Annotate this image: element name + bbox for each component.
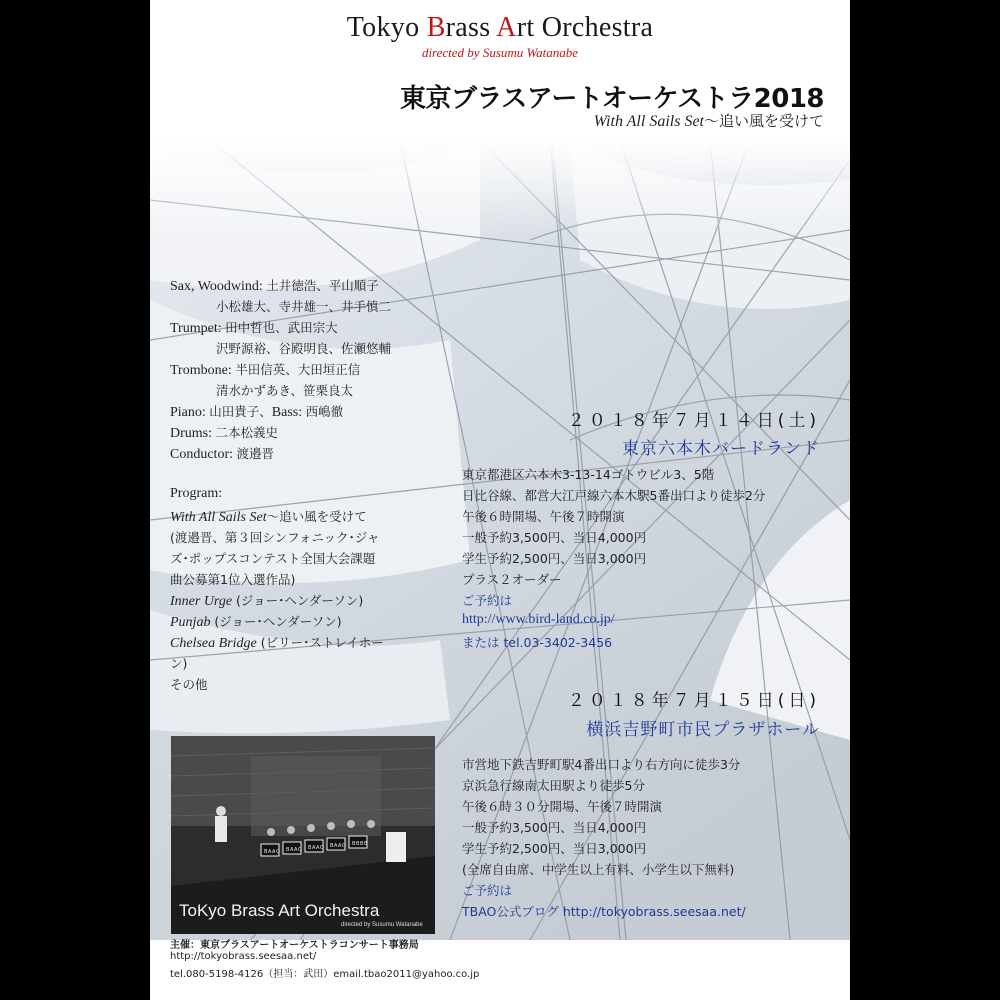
footer-url[interactable]: http://tokyobrass.seesaa.net/ (170, 951, 317, 962)
program-item: ズ･ポップスコンテスト全国大会課題 (170, 551, 376, 566)
stand-label: B (360, 841, 364, 847)
stand-label: B (308, 845, 312, 851)
member-line: Drums: 二本松義史 (170, 425, 279, 441)
stand-label: O (276, 849, 280, 855)
orchestra-name-initial-b: B (426, 12, 446, 43)
member-line: Trumpet: 田中哲也、武田宗大 (170, 320, 338, 336)
concert-date: ２０１８年７月１５日(日) (567, 691, 820, 711)
band-performance-photo (171, 736, 435, 934)
stand-label: A (334, 843, 338, 849)
stand-label: A (312, 845, 316, 851)
info-line: プラス２オーダー (462, 572, 562, 587)
stand-label: O (342, 843, 346, 849)
subtitle-english: With All Sails Set (593, 113, 704, 130)
stand-label: O (320, 845, 324, 851)
stand-label: B (352, 841, 356, 847)
member-line: 沢野源裕、谷殿明良、佐瀬悠輔 (216, 341, 392, 356)
stand-label: O (298, 847, 302, 853)
stand-label: B (286, 847, 290, 853)
member-line: Trombone: 半田信英、大田垣正信 (170, 362, 361, 378)
concert-venue: 横浜吉野町市民プラザホール (586, 720, 820, 740)
info-line: 日比谷線、都営大江戸線六本木駅5番出口より徒歩2分 (462, 488, 766, 503)
reserve-heading: ご予約は (462, 593, 513, 608)
concert-date: ２０１８年７月１４日(土) (567, 411, 820, 431)
concert-venue: 東京六本木バードランド (622, 439, 820, 459)
orchestra-name-part: Tokyo (346, 12, 427, 43)
photo-caption: ToKyo Brass Art Orchestra (179, 901, 380, 920)
stand-label: A (272, 849, 276, 855)
reservation-link[interactable]: http://www.bird-land.co.jp/ (462, 612, 615, 627)
info-line: 一般予約3,500円、当日4,000円 (462, 530, 647, 545)
info-line: 市営地下鉄吉野町駅4番出口より右方向に徒歩3分 (462, 757, 741, 772)
reservation-phone: または tel.03-3402-3456 (462, 635, 613, 650)
program-heading: Program: (170, 486, 223, 501)
member-line: 清水かずあき、笹栗良太 (216, 383, 354, 398)
stand-label: A (316, 845, 320, 851)
organizer: 主催：東京ブラスアートオーケストラコンサート事務局 (170, 940, 419, 951)
stand-label: A (294, 847, 298, 853)
concert-subtitle (594, 110, 824, 131)
program-item: (渡邉晋、第３回シンフォニック･ジャ (170, 530, 380, 545)
program-item: With All Sails Set～追い風を受けて (170, 509, 367, 525)
program-item: 曲公募第1位入選作品) (170, 572, 296, 587)
stand-label: B (356, 841, 360, 847)
info-line: 午後６時３０分開場、午後７時開演 (462, 799, 663, 814)
member-line: Conductor: 渡邉晋 (170, 446, 275, 462)
info-line: 午後６時開場、午後７時開演 (462, 509, 625, 524)
stand-label: A (338, 843, 342, 849)
concert-title: 東京ブラスアートオーケストラ2018 (400, 84, 824, 114)
orchestra-name-initial-a: A (496, 12, 517, 43)
program-item: Inner Urge (ジョー･ヘンダーソン) (170, 593, 364, 609)
reserve-heading: ご予約は (462, 883, 513, 898)
member-line: Piano: 山田貴子、Bass: 西嶋徹 (170, 404, 344, 420)
program-item: Chelsea Bridge (ビリー･ストレイホー (170, 635, 384, 651)
blog-link[interactable]: TBAO公式ブログ http://tokyobrass.seesaa.net/ (462, 904, 746, 919)
flyer (150, 0, 850, 1000)
stand-label: B (330, 843, 334, 849)
stand-label: A (290, 847, 294, 853)
member-line: 小松雄大、寺井雄一、井手慎二 (216, 299, 392, 314)
program-item: ン) (170, 656, 188, 671)
member-line: Sax, Woodwind: 土井徳浩、平山順子 (170, 278, 379, 294)
info-line: (全席自由席、中学生以上有料、小学生以下無料) (462, 862, 735, 877)
info-line: 京浜急行線南太田駅より徒歩5分 (462, 778, 645, 793)
photo-caption-director: directed by Susumu Watanabe (341, 922, 423, 928)
stand-label: B (364, 841, 368, 847)
program-item: その他 (170, 677, 208, 692)
info-line: 学生予約2,500円、当日3,000円 (462, 551, 647, 566)
info-line: 東京都港区六本木3-13-14ゴトウビル3、5階 (462, 467, 715, 482)
info-line: 学生予約2,500円、当日3,000円 (462, 841, 647, 856)
stand-label: A (268, 849, 272, 855)
footer-contact: tel.080-5198-4126（担当：武田）email.tbao2011@yahoo.co.jp (170, 969, 480, 980)
orchestra-name-part: rass (445, 12, 497, 43)
program-item: Punjab (ジョー･ヘンダーソン) (170, 614, 342, 630)
subtitle-japanese: ～追い風を受けて (703, 112, 824, 130)
orchestra-name-part: rt Orchestra (516, 12, 654, 43)
stand-label: B (264, 849, 268, 855)
info-line: 一般予約3,500円、当日4,000円 (462, 820, 647, 835)
orchestra-name (150, 12, 850, 44)
director-credit: directed by Susumu Watanabe (421, 45, 579, 60)
